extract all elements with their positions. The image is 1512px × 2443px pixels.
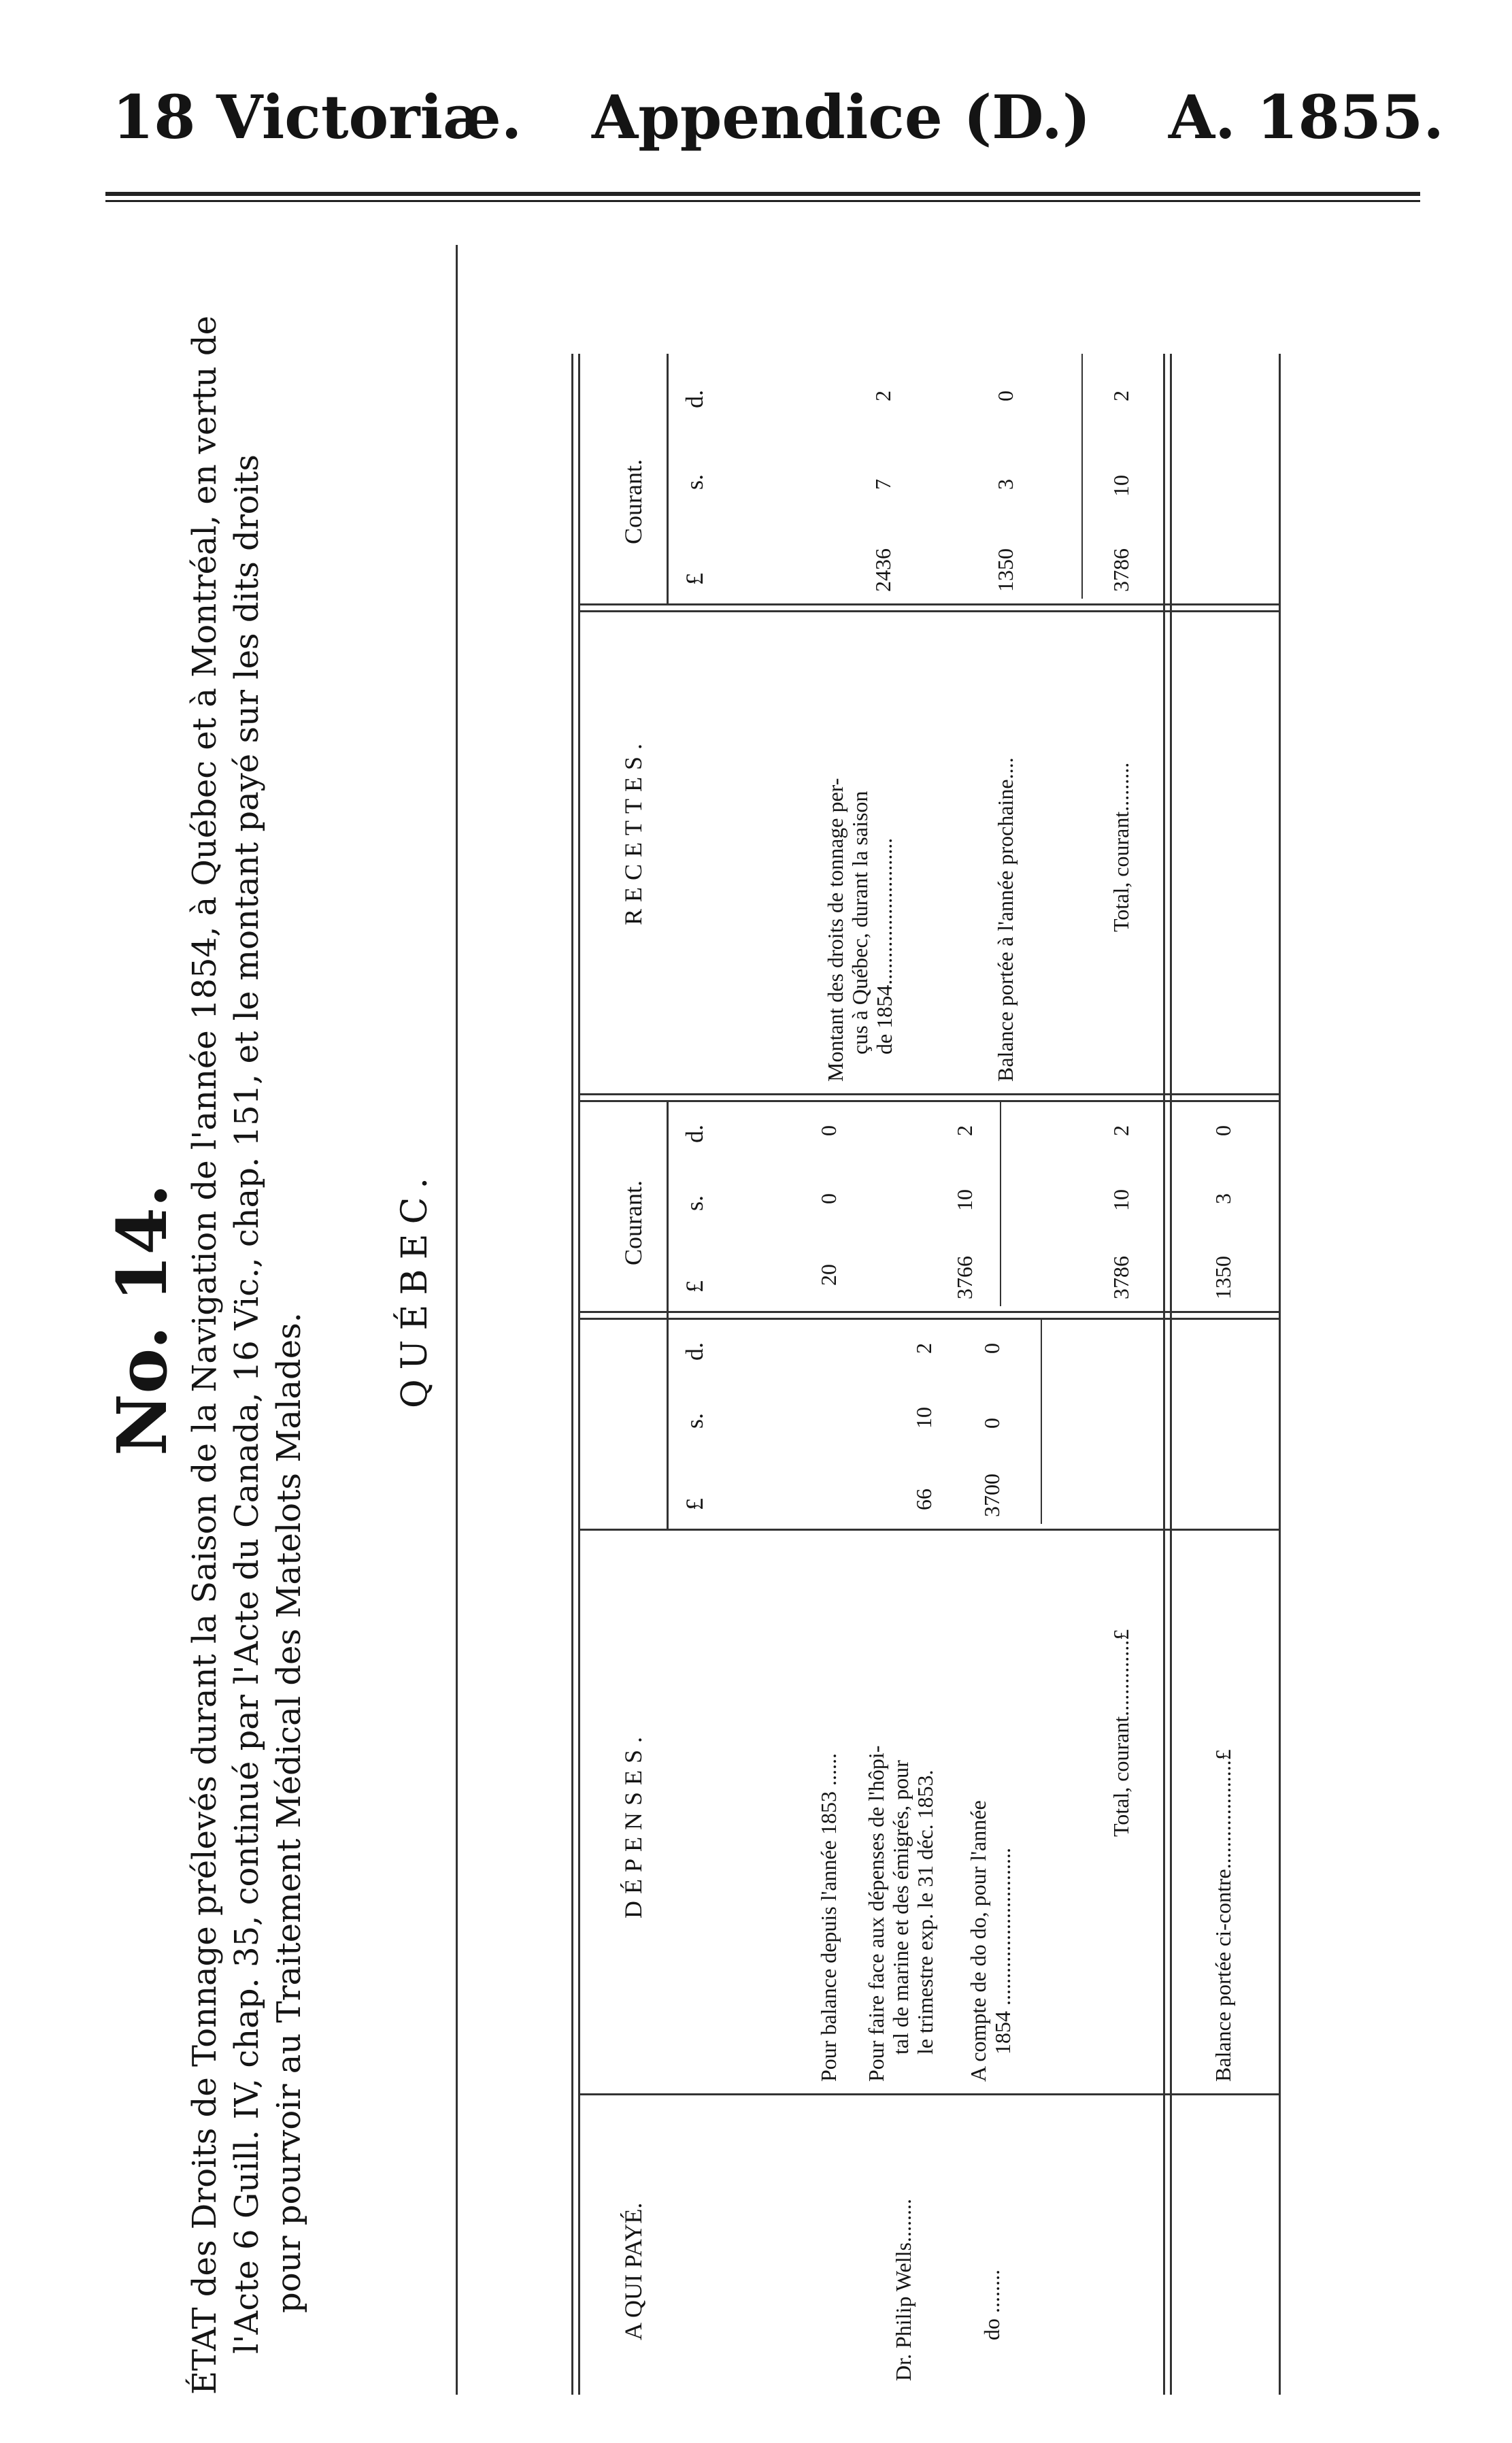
- total-pence: 2: [1109, 390, 1133, 401]
- detail-shilling: 10: [911, 1407, 936, 1429]
- desc-line: le trimestre exp. le 31 déc. 1853.: [913, 1769, 937, 2055]
- header-rule-thin: [105, 200, 1420, 202]
- col-sep: [578, 1311, 1279, 1313]
- subhead-rule: [667, 1102, 669, 1531]
- desc-line: çus à Québec, durant la saison: [847, 791, 872, 1054]
- table-rule: [456, 354, 458, 2395]
- header-rule: [105, 192, 1420, 196]
- sum-rule: [1041, 1320, 1042, 1524]
- table-rule: [1279, 354, 1281, 2395]
- header-a-qui-paye: A QUI PAYÉ.: [620, 2202, 647, 2340]
- header-year: A. 1855.: [1168, 82, 1444, 152]
- depense-desc: [966, 1800, 1015, 2082]
- courant-shilling: 10: [952, 1189, 977, 1211]
- total-shilling: 10: [1109, 1189, 1133, 1211]
- total-pound: 3786: [1109, 1256, 1133, 1299]
- desc-line: 1854 .............................: [990, 1848, 1015, 2055]
- pound-header: £: [681, 1280, 708, 1293]
- balance-pence: 0: [1211, 1125, 1235, 1136]
- header-courant: Courant.: [620, 1180, 647, 1265]
- payee-name: Dr. Philip Wells........: [891, 2199, 915, 2381]
- table-rule: [1163, 354, 1165, 2395]
- header-courant-recettes: Courant.: [620, 459, 647, 544]
- courant-shilling: 0: [816, 1193, 841, 1204]
- detail-pound: 66: [911, 1489, 936, 1510]
- desc-line: A compte de do do, pour l'année: [966, 1800, 990, 2082]
- courant-pound: 3766: [952, 1256, 977, 1299]
- title-line: pour pourvoir au Traitement Médical des Matelots Malades.: [270, 1312, 308, 2313]
- subhead-rule: [667, 354, 669, 605]
- table-rule: [1170, 354, 1172, 2395]
- shilling-header: s.: [681, 1412, 708, 1429]
- document-number: No. 14.: [102, 1184, 182, 1456]
- courant-pound: 20: [816, 1264, 841, 1286]
- rotated-page-content: [102, 245, 1415, 2395]
- col-sep: [578, 1093, 1279, 1095]
- balance-pound: 1350: [1211, 1256, 1235, 1299]
- col-sep: [578, 610, 1279, 612]
- col-sep: [578, 603, 1279, 605]
- pound-header: £: [681, 573, 708, 585]
- total-pence: 2: [1109, 1125, 1133, 1136]
- recette-pound: 1350: [993, 548, 1018, 592]
- desc-line: Montant des droits de tonnage per-: [823, 778, 847, 1082]
- header-recettes: RECETTES.: [620, 737, 647, 925]
- shilling-header: s.: [681, 473, 708, 490]
- recette-pence: 2: [871, 390, 895, 401]
- header-appendix: Appendice (D.): [592, 82, 1091, 152]
- depense-desc: [864, 1746, 937, 2082]
- pence-header: d.: [681, 1342, 708, 1361]
- sum-rule: [1081, 354, 1083, 599]
- recette-desc: [823, 778, 896, 1082]
- col-sep: [578, 1318, 1279, 1320]
- col-sep: [578, 1100, 1279, 1102]
- title-line: l'Acte 6 Guill. IV, chap. 35, continué par l'Acte du Canada, 16 Vic., chap. 151, et le montant payé sur les dits droits: [228, 454, 266, 2354]
- detail-pence: 2: [911, 1343, 936, 1354]
- table-rule: [578, 354, 580, 2395]
- desc-line: de 1854...........................: [872, 837, 896, 1054]
- detail-shilling: 0: [979, 1418, 1004, 1429]
- col-sep: [578, 1529, 1279, 1531]
- total-label: Total, courant..............£: [1109, 1629, 1133, 1837]
- section-title: QUÉBEC.: [394, 1167, 435, 1408]
- title-line: ÉTAT des Droits de Tonnage prélevés durant la Saison de la Navigation de l'année 1854, à Québec et à Montréal, en vertu de: [186, 316, 224, 2395]
- pence-header: d.: [681, 1125, 708, 1143]
- desc-line: Pour faire face aux dépenses de l'hôpi-: [864, 1745, 888, 2082]
- total-pound: 3786: [1109, 548, 1133, 592]
- header-depenses: DÉPENSES.: [620, 1729, 647, 1918]
- pence-header: d.: [681, 390, 708, 408]
- table-rule: [571, 354, 573, 2395]
- detail-pence: 0: [979, 1343, 1004, 1354]
- document-title: [184, 316, 310, 2395]
- balance-label: Balance portée ci-contre....................£: [1211, 1749, 1235, 2082]
- desc-line: tal de marine et des émigrés, pour: [888, 1760, 913, 2055]
- total-label: Total, courant.........: [1109, 762, 1133, 932]
- depense-desc: Pour balance depuis l'année 1853 ......: [816, 1753, 841, 2082]
- col-sep: [578, 2093, 1279, 2095]
- shilling-header: s.: [681, 1195, 708, 1211]
- courant-pence: 2: [952, 1125, 977, 1136]
- payee-name: do ........: [979, 2270, 1004, 2340]
- balance-shilling: 3: [1211, 1193, 1235, 1204]
- pound-header: £: [681, 1498, 708, 1510]
- header-volume: 18 Victoriæ.: [112, 82, 522, 152]
- total-shilling: 10: [1109, 475, 1133, 497]
- detail-pound: 3700: [979, 1474, 1004, 1517]
- recette-pence: 0: [993, 390, 1018, 401]
- sum-rule: [1000, 1102, 1001, 1306]
- recette-shilling: 7: [871, 479, 895, 490]
- recette-shilling: 3: [993, 479, 1018, 490]
- recette-pound: 2436: [871, 548, 895, 592]
- recette-desc: Balance portée à l'année prochaine....: [993, 757, 1018, 1082]
- courant-pence: 0: [816, 1125, 841, 1136]
